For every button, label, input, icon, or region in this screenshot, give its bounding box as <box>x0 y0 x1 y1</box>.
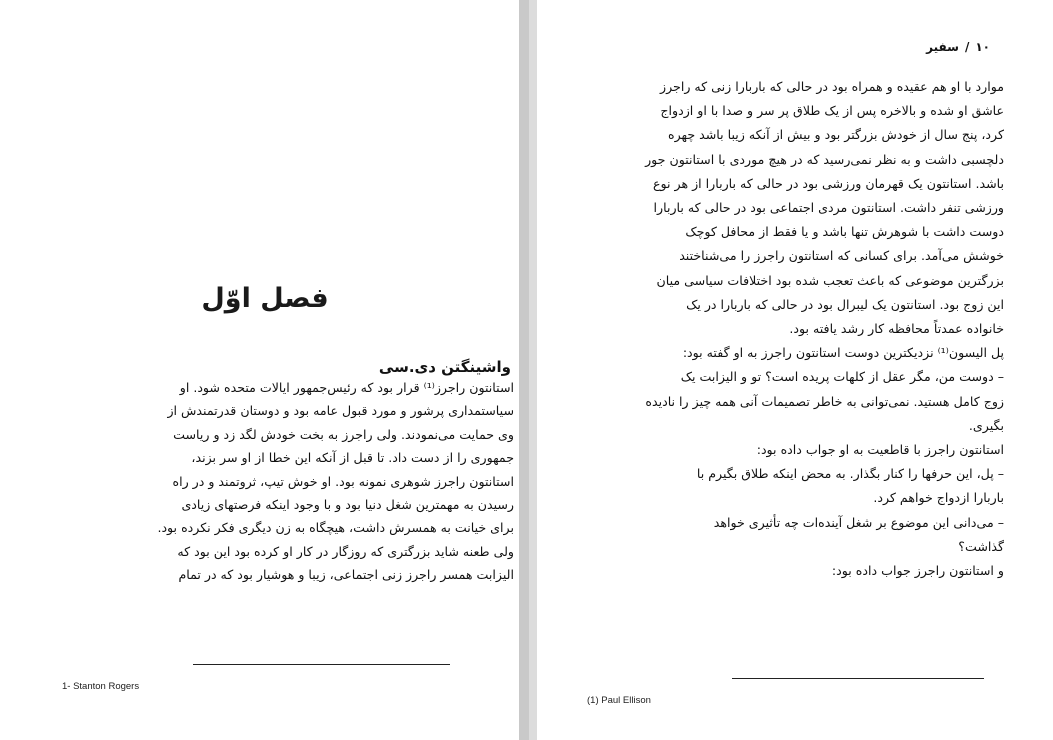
body-line: رسیدن به مهمترین شغل دنیا بود و با وجود اینکه فرصتهای زیادی <box>181 497 514 513</box>
body-line: بزرگترین موضوعی که باعث تعجب شده بود اختلافات سیاسی میان <box>656 272 1004 288</box>
body-line: باشد. استانتون یک قهرمان ورزشی بود در حالی که باربارا از هر نوع <box>652 175 1004 191</box>
body-line: استانتون راجرز⁽¹⁾ قرار بود که رئیس‌جمهور ایالات متحده شود. او <box>179 380 514 395</box>
footnote-divider <box>732 678 984 679</box>
body-line: موارد با او هم عقیده و همراه بود در حالی که باربارا زنی که راجرز <box>660 79 1004 94</box>
body-line: و استانتون راجرز جواب داده بود: <box>831 563 1004 579</box>
body-line: وی حمایت می‌نمودند. ولی راجرز به بخت خودش لگد زد و ریاست <box>173 426 514 442</box>
body-line: – پل، این حرفها را کنار بگذار. به محض اینکه طلاق بگیرم با <box>696 466 1004 482</box>
body-line: جمهوری را از دست داد. تا قبل از آنکه این خطا از او سر بزند، <box>191 450 514 466</box>
footnote-divider <box>193 664 450 665</box>
chapter-title: فصل اوّل <box>201 283 329 314</box>
running-head <box>860 40 990 54</box>
body-line: خوشش می‌آمد. برای کسانی که استانتون راجرز را می‌شناختند <box>679 248 1004 264</box>
body-line: ولی طعنه شاید بزرگتری که روزگار در کار او کرده بود این بود که <box>177 543 514 559</box>
body-line: پل الیسون⁽¹⁾ نزدیکترین دوست استانتون راجرز به او گفته بود: <box>682 345 1004 361</box>
body-line: ورزشی تنفر داشت. استانتون مردی اجتماعی بود در حالی که باربارا <box>653 200 1004 216</box>
body-line: الیزابت همسر راجرز زنی اجتماعی، زیبا و هوشیار بود که در تمام <box>178 567 514 583</box>
body-line: گذاشت؟ <box>958 538 1004 554</box>
body-line: دوست داشت با شوهرش تنها باشد و یا فقط از محافل کوچک <box>685 224 1004 240</box>
body-line: این زوج بود. استانتون یک لیبرال بود در حالی که باربارا در یک <box>686 296 1004 312</box>
body-line: خانواده عمدتاً محافظه کار رشد یافته بود. <box>789 321 1004 337</box>
running-head-separator: / <box>964 40 970 54</box>
body-line: استانتون راجرز شوهری نمونه بود. او خوش تیپ، ثروتمند و در راه <box>172 473 514 489</box>
body-line: استانتون راجرز با قاطعیت به او جواب داده بود: <box>756 442 1004 458</box>
right-page-body <box>589 75 1004 583</box>
body-line: باربارا ازدواج خواهم کرد. <box>873 490 1004 506</box>
body-line: برای خیانت به همسرش داشت، هیچگاه به زن دیگری فکر نکرده بود. <box>157 520 514 536</box>
footnote: 1- Stanton Rogers <box>62 681 140 692</box>
running-title: سفیر <box>926 40 959 54</box>
section-heading: واشینگتن دی.سی <box>378 358 511 376</box>
body-line: – دوست من، مگر عقل از کلهات پریده است؟ تو و الیزابت یک <box>680 369 1004 385</box>
body-line: بگیری. <box>968 417 1004 433</box>
left-page-body <box>30 376 514 587</box>
body-line: – می‌دانی این موضوع بر شغل آینده‌ات چه تأثیری خواهد <box>713 514 1004 530</box>
footnote: (1) Paul Ellison <box>587 695 651 706</box>
page-number: ۱۰ <box>975 40 990 54</box>
body-line: کرد، پنج سال از خودش بزرگتر بود و بیش از آنکه زیبا باشد چهره <box>668 127 1004 143</box>
body-line: عاشق او شده و بالاخره پس از یک طلاق پر سر و صدا با او ازدواج <box>660 103 1004 119</box>
page-gutter-shade <box>529 0 537 740</box>
body-line: سیاستمداری پرشور و مورد قبول عامه بود و دوستان قدرتمندش از <box>167 403 514 419</box>
body-line: دلچسبی داشت و به نظر نمی‌رسید که در هیچ موردی با استانتون جور <box>645 151 1004 167</box>
body-line: زوج کامل هستید. نمی‌توانی به خاطر تصمیمات آنی همه چیز را نادیده <box>645 393 1004 409</box>
